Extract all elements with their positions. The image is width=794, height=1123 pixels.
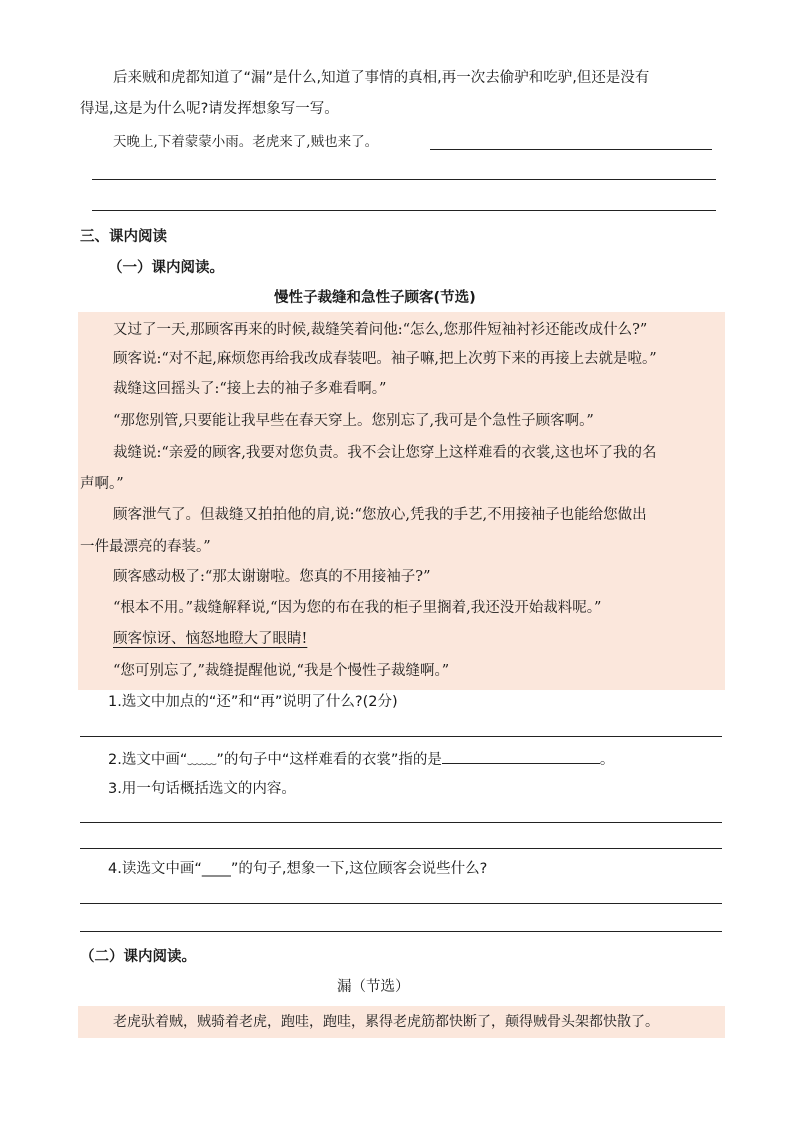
section-heading: 三、课内阅读 — [80, 229, 167, 245]
passage-paragraph: 顾客泄气了。但裁缝又拍拍他的肩,说:“您放心,凭我的手艺,不用接袖子也能给您做出 — [113, 507, 647, 523]
passage-paragraph: “根本不用。”裁缝解释说,“因为您的布在我的柜子里搁着,我还没开始裁料呢。” — [113, 600, 602, 616]
answer-line[interactable] — [80, 736, 722, 737]
answer-line[interactable] — [80, 931, 722, 932]
continuation-start: 天晚上,下着蒙蒙小雨。老虎来了,贼也来了。 — [113, 134, 379, 150]
passage-paragraph: 顾客说:“对不起,麻烦您再给我改成春装吧。袖子嘛,把上次剪下来的再接上去就是啦。” — [113, 351, 657, 367]
passage-paragraph: “您可别忘了,”裁缝提醒他说,“我是个慢性子裁缝啊。” — [113, 663, 450, 679]
passage-paragraph: 裁缝这回摇头了:“接上去的袖子多难看啊。” — [113, 381, 387, 397]
question-2 — [108, 749, 614, 770]
passage-paragraph: 又过了一天,那顾客再来的时候,裁缝笑着问他:“怎么,您那件短袖衬衫还能改成什么?” — [113, 322, 648, 338]
answer-line[interactable] — [430, 149, 712, 150]
fill-blank[interactable] — [442, 749, 600, 764]
passage-paragraph: “那您别管,只要能让我早些在春天穿上。您别忘了,我可是个急性子顾客啊。” — [113, 413, 594, 429]
answer-line[interactable] — [80, 822, 722, 823]
intro-line-2: 得逞,这是为什么呢?请发挥想象写一写。 — [80, 101, 339, 117]
passage-paragraph: 顾客感动极了:“那太谢谢啦。您真的不用接袖子?” — [113, 569, 431, 585]
passage-title: 漏（节选） — [337, 979, 410, 995]
answer-line[interactable] — [80, 848, 722, 849]
passage-paragraph: 声啊。” — [80, 476, 124, 492]
question-3: 3.用一句话概括选文的内容。 — [108, 781, 296, 797]
passage-paragraph: 老虎驮着贼，贼骑着老虎，跑哇，跑哇，累得老虎筋都快断了，颠得贼骨头架都快散了。 — [113, 1014, 659, 1030]
question-4-text: ”的句子,想象一下,这位顾客会说些什么? — [230, 861, 488, 877]
passage-title: 慢性子裁缝和急性子顾客(节选) — [274, 290, 476, 306]
answer-line[interactable] — [80, 903, 722, 904]
underline-mark: ____ — [201, 861, 231, 877]
passage-paragraph: 一件最漂亮的春装。” — [80, 539, 211, 555]
question-4-text: 4.读选文中画“ — [108, 861, 202, 877]
answer-line[interactable] — [92, 179, 716, 180]
passage-paragraph: 裁缝说:“亲爱的顾客,我要对您负责。我不会让您穿上这样难看的衣裳,这也坏了我的名 — [113, 445, 657, 461]
question-2-text: 2.选文中画“ — [108, 752, 188, 768]
subsection-heading: （一）课内阅读。 — [108, 260, 224, 276]
subsection-heading: （二）课内阅读。 — [80, 949, 196, 965]
question-1: 1.选文中加点的“还”和“再”说明了什么?(2分) — [108, 694, 398, 710]
question-2-end: 。 — [599, 752, 615, 768]
answer-line[interactable] — [92, 210, 716, 211]
wavy-mark: ﹏﹏ — [187, 752, 217, 768]
passage-underlined-sentence: 顾客惊讶、恼怒地瞪大了眼睛! — [113, 631, 308, 647]
intro-line-1: 后来贼和虎都知道了“漏”是什么,知道了事情的真相,再一次去偷驴和吃驴,但还是没有 — [113, 70, 650, 86]
question-2-text: ”的句子中“这样难看的衣裳”指的是 — [216, 752, 442, 768]
question-4 — [108, 859, 487, 879]
